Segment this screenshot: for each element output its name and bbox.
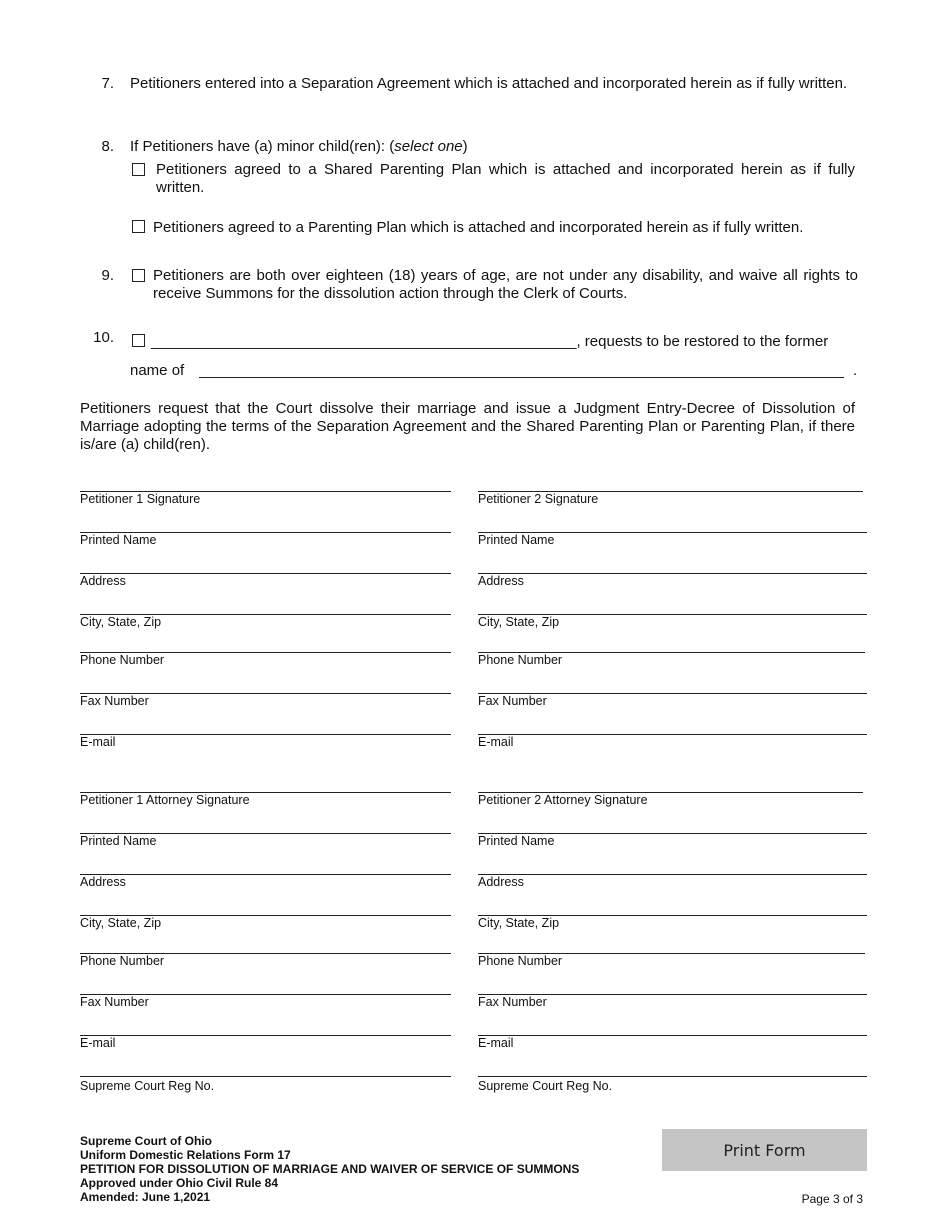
former-name-field[interactable] — [199, 377, 844, 378]
petitioner-2-signature-label: Petitioner 2 Signature — [478, 492, 599, 506]
attorney-2-email-line[interactable] — [478, 1035, 867, 1036]
restore-name-checkbox[interactable] — [132, 334, 145, 347]
footer-form-title: PETITION FOR DISSOLUTION OF MARRIAGE AND WAIVER OF SERVICE OF SUMMONS — [80, 1162, 580, 1176]
petitioner-1-city-label: City, State, Zip — [80, 615, 162, 629]
attorney-1-phone-label: Phone Number — [80, 954, 165, 968]
footer-approval: Approved under Ohio Civil Rule 84 — [80, 1176, 279, 1190]
petitioner-2-fax-label: Fax Number — [478, 694, 547, 708]
attorney-2-fax-label: Fax Number — [478, 995, 547, 1009]
petitioner-1-phone-label: Phone Number — [80, 653, 165, 667]
shared-parenting-plan-checkbox[interactable] — [132, 163, 145, 176]
former-name-period: . — [853, 362, 858, 379]
footer-court: Supreme Court of Ohio — [80, 1134, 212, 1148]
attorney-2-signature-label: Petitioner 2 Attorney Signature — [478, 793, 648, 807]
petitioner-1-email-line[interactable] — [80, 734, 451, 735]
attorney-2-email-label: E-mail — [478, 1036, 514, 1050]
item-10-number: 10. — [93, 329, 114, 346]
name-of-label: name of — [130, 362, 185, 379]
item-7-number: 7. — [101, 75, 114, 92]
attorney-2-reg-line[interactable] — [478, 1076, 867, 1077]
attorney-1-reg-line[interactable] — [80, 1076, 451, 1077]
item-8-intro: If Petitioners have (a) minor child(ren): (select one) — [130, 138, 468, 155]
print-form-button[interactable]: Print Form — [662, 1129, 867, 1171]
attorney-1-signature-label: Petitioner 1 Attorney Signature — [80, 793, 250, 807]
attorney-1-address-label: Address — [80, 875, 126, 889]
petitioner-2-email-label: E-mail — [478, 735, 514, 749]
item-9-number: 9. — [101, 267, 114, 284]
shared-parenting-plan-text: Petitioners agreed to a Shared Parenting Plan which is attached and incorporated herein as if fully written. — [156, 161, 855, 196]
item-9-text: Petitioners are both over eighteen (18) years of age, are not under any disability, and waive all rights to receive Summons for the dissolution action through the Clerk of Courts. — [153, 267, 858, 302]
parenting-plan-checkbox[interactable] — [132, 220, 145, 233]
waive-summons-checkbox[interactable] — [132, 269, 145, 282]
attorney-1-printed-name-label: Printed Name — [80, 834, 157, 848]
parenting-plan-text: Petitioners agreed to a Parenting Plan which is attached and incorporated herein as if fully written. — [153, 219, 804, 236]
request-paragraph: Petitioners request that the Court dissolve their marriage and issue a Judgment Entry-Decree of Dissolution of Marriage adopting the terms of the Separation Agreement and the Shared Parenting Plan or Parenting Plan, if there is/are (a) child(ren). — [80, 400, 855, 453]
form-footer — [80, 1134, 579, 1204]
petitioner-1-address-line[interactable] — [80, 573, 451, 574]
footer-form-number: Uniform Domestic Relations Form 17 — [80, 1148, 291, 1162]
attorney-1-email-label: E-mail — [80, 1036, 116, 1050]
petitioner-2-printed-name-label: Printed Name — [478, 533, 555, 547]
petitioner-2-email-line[interactable] — [478, 734, 867, 735]
attorney-2-address-line[interactable] — [478, 874, 867, 875]
petitioner-1-fax-label: Fax Number — [80, 694, 149, 708]
footer-amended: Amended: June 1,2021 — [80, 1190, 211, 1204]
petitioner-2-address-line[interactable] — [478, 573, 867, 574]
attorney-2-address-label: Address — [478, 875, 524, 889]
petitioner-2-phone-label: Phone Number — [478, 653, 563, 667]
attorney-2-printed-name-label: Printed Name — [478, 834, 555, 848]
item-7-text: Petitioners entered into a Separation Agreement which is attached and incorporated herein as if fully written. — [130, 75, 848, 92]
item-8-number: 8. — [101, 138, 114, 155]
petitioner-1-signature-label: Petitioner 1 Signature — [80, 492, 201, 506]
attorney-1-email-line[interactable] — [80, 1035, 451, 1036]
attorney-2-city-label: City, State, Zip — [478, 916, 560, 930]
petitioner-2-address-label: Address — [478, 574, 524, 588]
petitioner-1-printed-name-label: Printed Name — [80, 533, 157, 547]
attorney-1-fax-label: Fax Number — [80, 995, 149, 1009]
attorney-1-address-line[interactable] — [80, 874, 451, 875]
page-number: Page 3 of 3 — [801, 1192, 863, 1206]
petitioner-1-address-label: Address — [80, 574, 126, 588]
attorney-1-reg-label: Supreme Court Reg No. — [80, 1079, 215, 1093]
petitioner-1-email-label: E-mail — [80, 735, 116, 749]
attorney-2-reg-label: Supreme Court Reg No. — [478, 1079, 613, 1093]
attorney-1-city-label: City, State, Zip — [80, 916, 162, 930]
petitioner-2-city-label: City, State, Zip — [478, 615, 560, 629]
restore-name-petitioner-field[interactable]: ___________________________________________________, requests to be restored to the former — [151, 333, 829, 350]
attorney-2-phone-label: Phone Number — [478, 954, 563, 968]
